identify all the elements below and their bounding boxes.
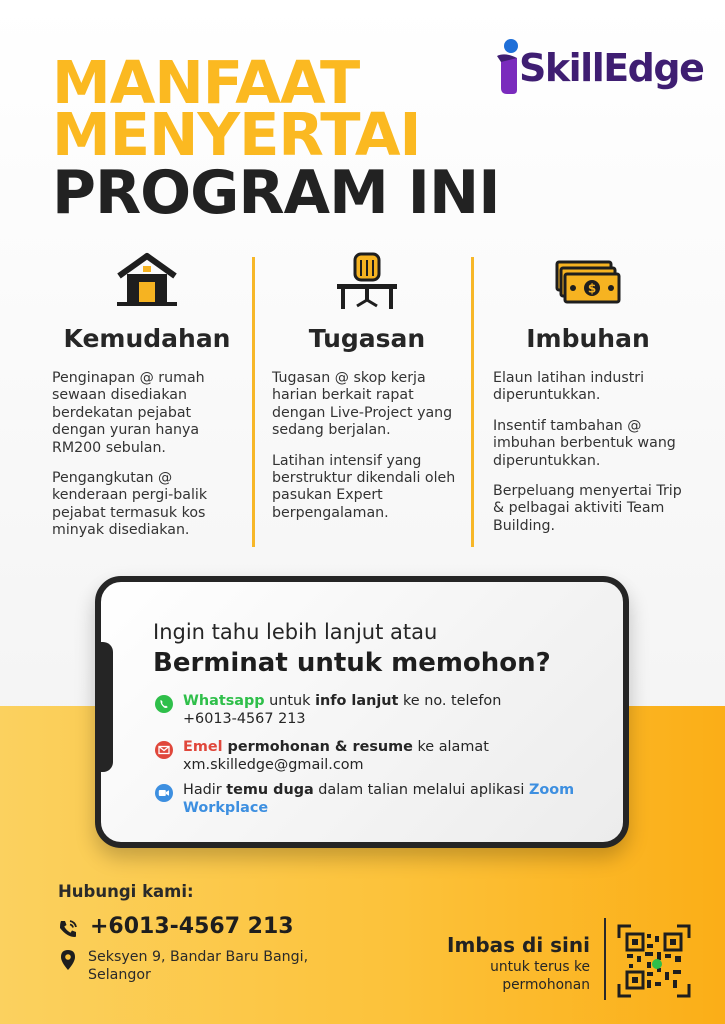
house-icon	[52, 250, 242, 315]
column-heading: Kemudahan	[63, 324, 231, 353]
qr-code-icon[interactable]	[617, 924, 691, 998]
item-text: dalam talian melalui aplikasi	[313, 782, 529, 798]
column-body	[493, 370, 683, 548]
column-paragraph: Insentif tambahan @ imbuhan berbentuk wang diperuntukkan.	[493, 417, 676, 469]
contact-heading: Hubungi kami:	[58, 882, 194, 901]
title-line-1: MANFAAT	[52, 48, 360, 117]
column-divider	[252, 257, 255, 547]
logo-i-mark-icon	[497, 38, 519, 98]
svg-text:$: $	[587, 281, 597, 296]
column-paragraph: Elaun latihan industri diperuntukkan.	[493, 370, 645, 404]
scan-subtitle: untuk terus ke permohonan	[490, 959, 590, 993]
skilledge-logo	[497, 38, 707, 98]
column-heading: Imbuhan	[526, 324, 650, 353]
zoom-icon	[155, 784, 173, 802]
money-stack-icon	[493, 250, 683, 315]
column-paragraph: Pengangkutan @ kenderaan pergi-balik pejabat termasuk kos minyak disediakan.	[52, 470, 208, 539]
item-bold-text: temu duga	[226, 782, 314, 798]
column-paragraph: Penginapan @ rumah sewaan disediakan berdekatan pejabat dengan yuran hanya RM200 sebulan.	[52, 370, 205, 456]
item-bold-text: info lanjut	[315, 693, 399, 709]
column-body	[52, 370, 242, 553]
scan-divider	[604, 918, 606, 1000]
column-paragraph: Latihan intensif yang berstruktur dikendali oleh pasukan Expert berpengalaman.	[272, 452, 456, 521]
scan-title: Imbas di sini	[447, 933, 590, 957]
office-desk-icon	[272, 250, 462, 315]
location-pin-icon	[60, 950, 76, 970]
phone-side-notch	[95, 642, 113, 772]
item-text: Hadir	[183, 782, 227, 798]
cta-question: Ingin tahu lebih lanjut atau	[153, 620, 438, 644]
contact-phone-number[interactable]: +6013-4567 213	[90, 914, 294, 939]
logo-text: SkillEdge	[519, 46, 704, 90]
whatsapp-label[interactable]: Whatsapp	[183, 693, 265, 709]
email-address[interactable]: xm.skilledge@gmail.com	[183, 756, 364, 773]
item-bold-text: permohonan & resume	[222, 739, 413, 755]
whatsapp-number[interactable]: +6013-4567 213	[183, 710, 306, 727]
whatsapp-icon	[155, 695, 173, 713]
zoom-item	[183, 782, 603, 817]
cta-phone-card	[95, 576, 629, 848]
title-line-2: MENYERTAI	[52, 100, 421, 169]
column-heading: Tugasan	[308, 324, 426, 353]
cta-headline: Berminat untuk memohon?	[153, 648, 551, 678]
email-item	[183, 739, 603, 774]
whatsapp-item	[183, 693, 603, 728]
item-text: untuk	[264, 693, 316, 709]
email-icon	[155, 741, 173, 759]
column-paragraph: Tugasan @ skop kerja harian berkait rapat dengan Live-Project yang sedang berjalan.	[272, 370, 453, 439]
phone-call-icon	[58, 919, 78, 939]
contact-address: Seksyen 9, Bandar Baru Bangi, Selangor	[88, 949, 309, 983]
column-body	[272, 370, 462, 535]
item-text: ke no. telefon	[398, 693, 502, 709]
column-divider	[471, 257, 474, 547]
email-label[interactable]: Emel	[183, 739, 223, 755]
column-paragraph: Berpeluang menyertai Trip & pelbagai aktiviti Team Building.	[493, 483, 682, 534]
title-line-3: PROGRAM INI	[52, 158, 500, 228]
item-text: ke alamat	[412, 739, 489, 755]
zoom-label[interactable]: Zoom Workplace	[183, 782, 575, 816]
